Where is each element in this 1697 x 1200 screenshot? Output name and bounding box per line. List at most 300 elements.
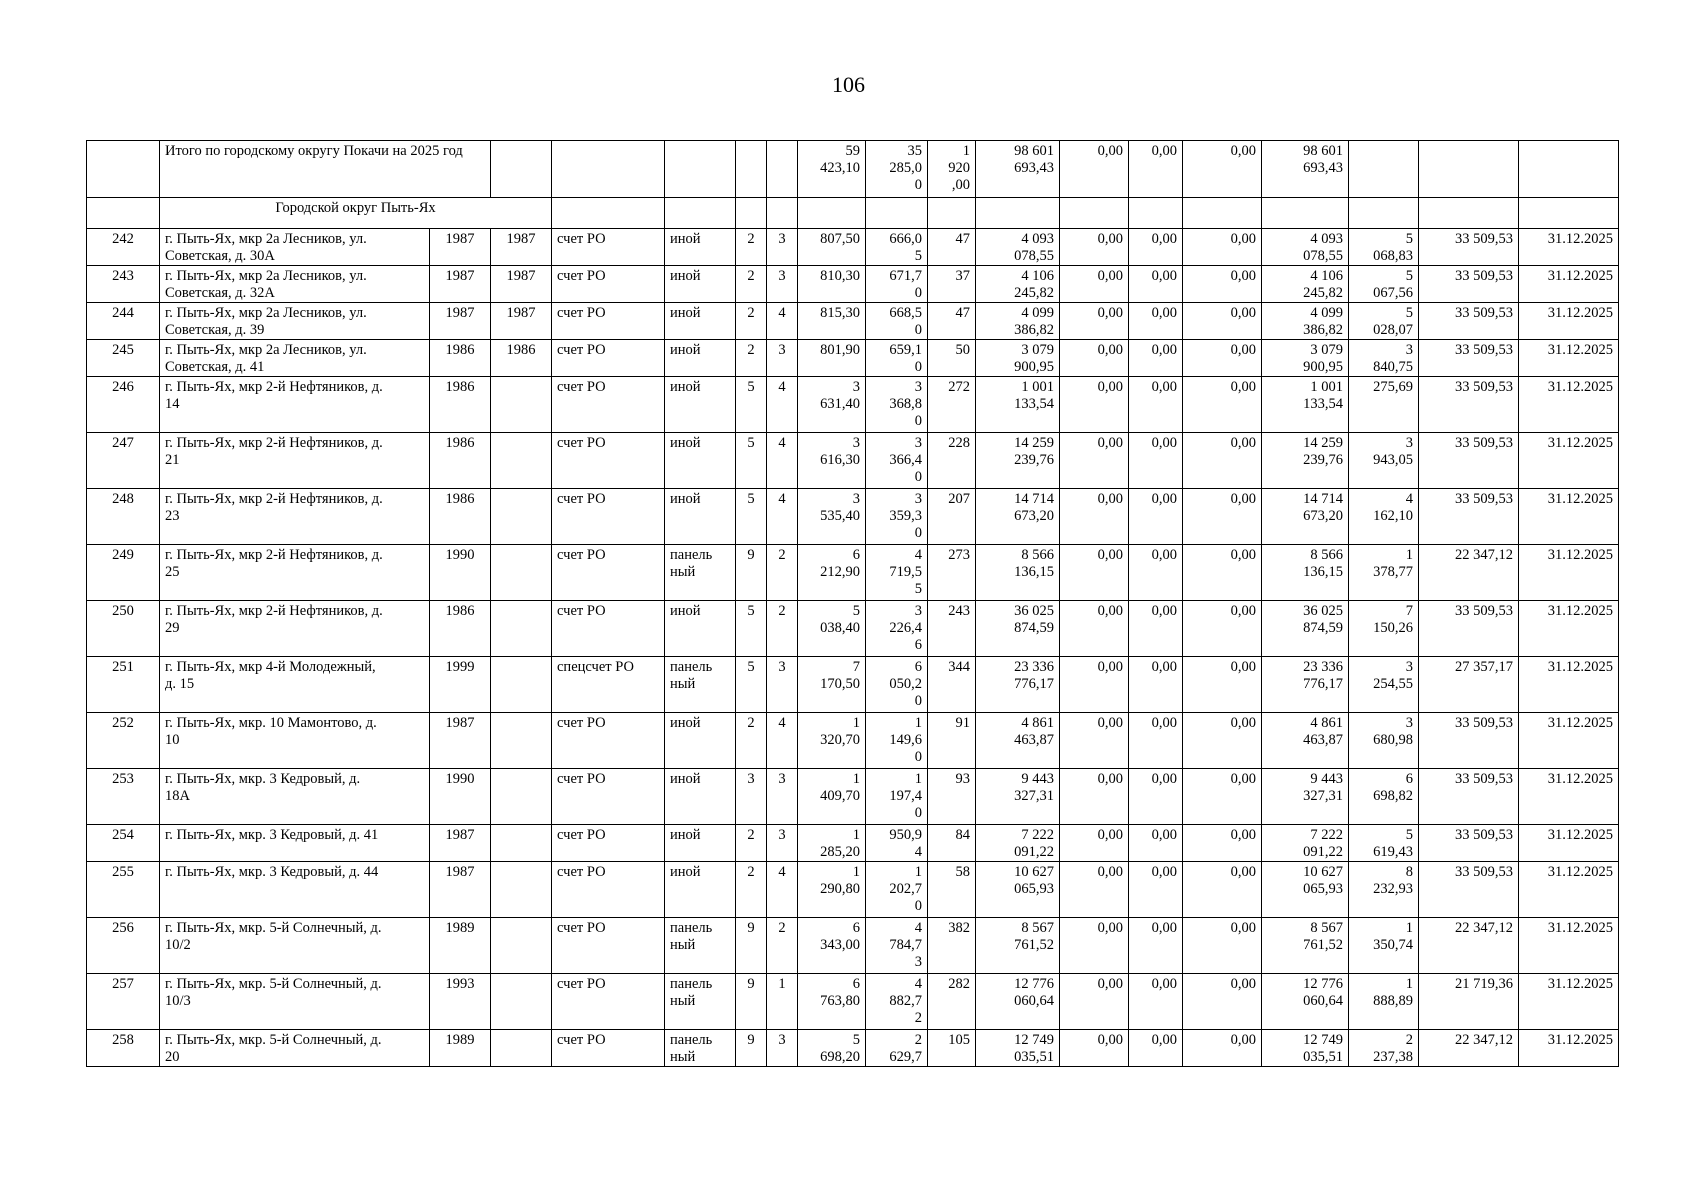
cell-fund-federal: 0,00 [1060,918,1129,974]
cell-residents: 93 [928,769,976,825]
cell-floors: 9 [736,1030,767,1067]
cell-fund-local: 0,00 [1183,825,1262,862]
cell-area-total: 1 320,70 [798,713,866,769]
cell-fund-local: 0,00 [1183,713,1262,769]
cell-limit-cost: 22 347,12 [1419,1030,1519,1067]
cell-fund-local: 0,00 [1183,601,1262,657]
cell-residents: 58 [928,862,976,918]
cell-residents: 243 [928,601,976,657]
table-row [87,825,1619,862]
cell-fund-owners: 10 627 065,93 [1262,862,1349,918]
cell-fund-method: счет РО [552,377,665,433]
cell-fund-local: 0,00 [1183,974,1262,1030]
cell-wall: панель ный [665,974,736,1030]
cell-wall: иной [665,769,736,825]
cell-floors: 5 [736,657,767,713]
cell-area-total: 6 212,90 [798,545,866,601]
cell-fund-federal: 0,00 [1060,489,1129,545]
cell-wall: панель ный [665,918,736,974]
cell-fund-method: счет РО [552,862,665,918]
table-row [87,862,1619,918]
cell-limit-cost: 22 347,12 [1419,918,1519,974]
cell-num: 257 [87,974,160,1030]
cell-entrances: 3 [767,229,798,266]
cell-area-total: 1 285,20 [798,825,866,862]
cell-fund-regional: 0,00 [1129,862,1183,918]
cell-fund-owners: 1 001 133,54 [1262,377,1349,433]
cell-area-total: 5 038,40 [798,601,866,657]
cell-area-total: 3 616,30 [798,433,866,489]
cell-floors: 9 [736,918,767,974]
cell-fund-owners: 4 106 245,82 [1262,266,1349,303]
cell-year-built: 1990 [430,769,491,825]
cell-unit-cost: 4 162,10 [1349,489,1419,545]
total-row [87,141,1619,198]
cell-wall: иной [665,862,736,918]
cell-fund-federal: 0,00 [1060,769,1129,825]
cell-floors: 2 [736,266,767,303]
cell-residents: 105 [928,1030,976,1067]
cell-fund-local: 0,00 [1183,1030,1262,1067]
cell-unit-cost: 3 680,98 [1349,713,1419,769]
cell-area-total: 6 343,00 [798,918,866,974]
cell-floors: 9 [736,974,767,1030]
cell-num: 244 [87,303,160,340]
cell-entrances: 2 [767,601,798,657]
cell-num: 243 [87,266,160,303]
cell-fund-regional: 0,00 [1129,657,1183,713]
cell-fund-owners: 4 093 078,55 [1262,229,1349,266]
cell-year-commissioned [491,657,552,713]
cell-entrances: 2 [767,545,798,601]
cell-num: 258 [87,1030,160,1067]
cell-area-living: 6 050,2 0 [866,657,928,713]
cell-residents: 228 [928,433,976,489]
cell-year-commissioned [491,769,552,825]
cell-deadline: 31.12.2025 [1519,229,1619,266]
cell-fund-local: 0,00 [1183,862,1262,918]
cell-limit-cost: 33 509,53 [1419,489,1519,545]
cell-fund-owners: 9 443 327,31 [1262,769,1349,825]
cell-fund-regional: 0,00 [1129,433,1183,489]
total-fund-federal: 0,00 [1060,141,1129,198]
cell-wall: иной [665,433,736,489]
cell-fund-owners: 14 714 673,20 [1262,489,1349,545]
cell-unit-cost: 5 619,43 [1349,825,1419,862]
cell-address: г. Пыть-Ях, мкр 2-й Нефтяников, д. 14 [160,377,430,433]
cell-wall: иной [665,601,736,657]
cell-fund-regional: 0,00 [1129,713,1183,769]
cell-fund-owners: 3 079 900,95 [1262,340,1349,377]
cell-area-living: 4 882,7 2 [866,974,928,1030]
cell-unit-cost: 275,69 [1349,377,1419,433]
cell-entrances: 4 [767,713,798,769]
cell-deadline: 31.12.2025 [1519,657,1619,713]
cell-area-total: 801,90 [798,340,866,377]
cell-address: г. Пыть-Ях, мкр. 3 Кедровый, д. 41 [160,825,430,862]
table-row [87,229,1619,266]
cell-fund-federal: 0,00 [1060,601,1129,657]
cell-unit-cost: 3 254,55 [1349,657,1419,713]
cell-fund-owners: 4 861 463,87 [1262,713,1349,769]
cell-year-built: 1987 [430,229,491,266]
cell-floors: 2 [736,862,767,918]
cell-num: 242 [87,229,160,266]
cell-fund-owners: 12 749 035,51 [1262,1030,1349,1067]
cell-cost-total: 12 749 035,51 [976,1030,1060,1067]
cell-fund-method: счет РО [552,1030,665,1067]
cell-area-living: 3 366,4 0 [866,433,928,489]
cell-year-commissioned: 1987 [491,229,552,266]
cell-area-living: 666,0 5 [866,229,928,266]
cell-fund-method: счет РО [552,769,665,825]
cell-fund-federal: 0,00 [1060,433,1129,489]
total-area-total: 59 423,10 [798,141,866,198]
cell-fund-local: 0,00 [1183,489,1262,545]
cell-fund-federal: 0,00 [1060,1030,1129,1067]
cell-num: 247 [87,433,160,489]
cell-address: г. Пыть-Ях, мкр 2а Лесников, ул. Советская, д. 39 [160,303,430,340]
cell-floors: 9 [736,545,767,601]
cell-fund-owners: 8 566 136,15 [1262,545,1349,601]
cell-unit-cost: 5 067,56 [1349,266,1419,303]
cell-unit-cost: 1 378,77 [1349,545,1419,601]
cell-wall: иной [665,377,736,433]
cell-entrances: 3 [767,657,798,713]
cell-year-commissioned [491,377,552,433]
cell-area-total: 6 763,80 [798,974,866,1030]
cell-entrances: 3 [767,340,798,377]
cell-num: 254 [87,825,160,862]
cell-fund-federal: 0,00 [1060,713,1129,769]
cell-entrances: 3 [767,825,798,862]
cell-floors: 2 [736,303,767,340]
cell-fund-federal: 0,00 [1060,825,1129,862]
cell-area-living: 1 197,4 0 [866,769,928,825]
cell-area-living: 3 368,8 0 [866,377,928,433]
cell-unit-cost: 6 698,82 [1349,769,1419,825]
cell-deadline: 31.12.2025 [1519,545,1619,601]
cell-year-commissioned: 1987 [491,266,552,303]
cell-year-built: 1986 [430,489,491,545]
cell-year-commissioned [491,918,552,974]
cell-residents: 47 [928,303,976,340]
cell-floors: 5 [736,377,767,433]
cell-area-total: 810,30 [798,266,866,303]
table-row [87,266,1619,303]
cell-address: г. Пыть-Ях, мкр 2-й Нефтяников, д. 29 [160,601,430,657]
cell-fund-method: счет РО [552,713,665,769]
cell-area-living: 4 719,5 5 [866,545,928,601]
cell-year-commissioned [491,489,552,545]
cell-cost-total: 12 776 060,64 [976,974,1060,1030]
total-cost: 98 601 693,43 [976,141,1060,198]
cell-fund-local: 0,00 [1183,377,1262,433]
cell-fund-local: 0,00 [1183,229,1262,266]
cell-wall: панель ный [665,657,736,713]
cell-unit-cost: 1 888,89 [1349,974,1419,1030]
table-row [87,545,1619,601]
cell-fund-owners: 36 025 874,59 [1262,601,1349,657]
cell-entrances: 3 [767,1030,798,1067]
cell-address: г. Пыть-Ях, мкр 2-й Нефтяников, д. 25 [160,545,430,601]
cell-deadline: 31.12.2025 [1519,918,1619,974]
cell-year-commissioned [491,862,552,918]
cell-fund-regional: 0,00 [1129,303,1183,340]
cell-address: г. Пыть-Ях, мкр 2-й Нефтяников, д. 23 [160,489,430,545]
table-row [87,657,1619,713]
cell-fund-regional: 0,00 [1129,377,1183,433]
cell-fund-federal: 0,00 [1060,340,1129,377]
cell-year-commissioned [491,713,552,769]
cell-fund-owners: 8 567 761,52 [1262,918,1349,974]
cell-fund-regional: 0,00 [1129,340,1183,377]
cell-year-commissioned [491,601,552,657]
cell-deadline: 31.12.2025 [1519,489,1619,545]
cell-fund-regional: 0,00 [1129,266,1183,303]
repair-program-table [86,140,1619,1067]
cell-address: г. Пыть-Ях, мкр. 3 Кедровый, д. 18А [160,769,430,825]
cell-area-total: 1 290,80 [798,862,866,918]
cell-fund-method: счет РО [552,601,665,657]
cell-address: г. Пыть-Ях, мкр 2а Лесников, ул. Советская, д. 41 [160,340,430,377]
cell-limit-cost: 33 509,53 [1419,769,1519,825]
cell-unit-cost: 5 028,07 [1349,303,1419,340]
cell-unit-cost: 5 068,83 [1349,229,1419,266]
cell-limit-cost: 33 509,53 [1419,825,1519,862]
cell-deadline: 31.12.2025 [1519,1030,1619,1067]
cell-fund-regional: 0,00 [1129,974,1183,1030]
cell-unit-cost: 2 237,38 [1349,1030,1419,1067]
cell-limit-cost: 33 509,53 [1419,601,1519,657]
cell-area-total: 815,30 [798,303,866,340]
cell-limit-cost: 27 357,17 [1419,657,1519,713]
cell-area-living: 1 149,6 0 [866,713,928,769]
cell-limit-cost: 33 509,53 [1419,340,1519,377]
cell-year-commissioned: 1987 [491,303,552,340]
cell-area-living: 4 784,7 3 [866,918,928,974]
table-row [87,918,1619,974]
cell-residents: 282 [928,974,976,1030]
cell-fund-federal: 0,00 [1060,657,1129,713]
cell-entrances: 4 [767,433,798,489]
cell-residents: 272 [928,377,976,433]
cell-fund-method: счет РО [552,229,665,266]
cell-year-built: 1986 [430,601,491,657]
cell-year-built: 1993 [430,974,491,1030]
cell-year-built: 1987 [430,825,491,862]
cell-residents: 207 [928,489,976,545]
cell-fund-regional: 0,00 [1129,825,1183,862]
cell-fund-federal: 0,00 [1060,303,1129,340]
cell-year-commissioned [491,1030,552,1067]
cell-limit-cost: 33 509,53 [1419,229,1519,266]
section-row [87,198,1619,229]
cell-wall: панель ный [665,1030,736,1067]
cell-entrances: 3 [767,769,798,825]
table-row [87,1030,1619,1067]
table-row [87,489,1619,545]
cell-num: 256 [87,918,160,974]
cell-unit-cost: 1 350,74 [1349,918,1419,974]
cell-deadline: 31.12.2025 [1519,862,1619,918]
cell-address: г. Пыть-Ях, мкр 2-й Нефтяников, д. 21 [160,433,430,489]
cell-fund-method: счет РО [552,303,665,340]
cell-deadline: 31.12.2025 [1519,825,1619,862]
cell-fund-owners: 23 336 776,17 [1262,657,1349,713]
cell-limit-cost: 33 509,53 [1419,713,1519,769]
cell-year-built: 1999 [430,657,491,713]
cell-cost-total: 4 106 245,82 [976,266,1060,303]
cell-address: г. Пыть-Ях, мкр. 10 Мамонтово, д. 10 [160,713,430,769]
cell-deadline: 31.12.2025 [1519,433,1619,489]
cell-fund-local: 0,00 [1183,340,1262,377]
cell-cost-total: 9 443 327,31 [976,769,1060,825]
cell-cost-total: 10 627 065,93 [976,862,1060,918]
cell-fund-local: 0,00 [1183,657,1262,713]
cell-year-built: 1989 [430,918,491,974]
cell-fund-federal: 0,00 [1060,377,1129,433]
cell-deadline: 31.12.2025 [1519,303,1619,340]
cell-entrances: 4 [767,377,798,433]
cell-limit-cost: 33 509,53 [1419,303,1519,340]
table-row [87,601,1619,657]
cell-year-built: 1987 [430,303,491,340]
cell-fund-federal: 0,00 [1060,974,1129,1030]
table-row [87,377,1619,433]
cell-year-built: 1987 [430,266,491,303]
cell-entrances: 1 [767,974,798,1030]
cell-unit-cost: 8 232,93 [1349,862,1419,918]
table-row [87,433,1619,489]
cell-cost-total: 8 567 761,52 [976,918,1060,974]
cell-wall: иной [665,229,736,266]
cell-fund-local: 0,00 [1183,303,1262,340]
cell-deadline: 31.12.2025 [1519,377,1619,433]
cell-fund-federal: 0,00 [1060,266,1129,303]
cell-fund-regional: 0,00 [1129,545,1183,601]
cell-year-built: 1986 [430,433,491,489]
cell-num: 255 [87,862,160,918]
cell-fund-regional: 0,00 [1129,489,1183,545]
cell-deadline: 31.12.2025 [1519,266,1619,303]
cell-fund-local: 0,00 [1183,918,1262,974]
cell-residents: 37 [928,266,976,303]
cell-area-living: 3 359,3 0 [866,489,928,545]
cell-cost-total: 36 025 874,59 [976,601,1060,657]
cell-limit-cost: 33 509,53 [1419,377,1519,433]
cell-num: 253 [87,769,160,825]
cell-cost-total: 3 079 900,95 [976,340,1060,377]
cell-unit-cost: 3 943,05 [1349,433,1419,489]
cell-fund-owners: 4 099 386,82 [1262,303,1349,340]
table-row [87,340,1619,377]
cell-year-built: 1989 [430,1030,491,1067]
cell-fund-regional: 0,00 [1129,918,1183,974]
cell-fund-local: 0,00 [1183,769,1262,825]
cell-fund-federal: 0,00 [1060,545,1129,601]
cell-wall: иной [665,489,736,545]
cell-area-total: 1 409,70 [798,769,866,825]
cell-residents: 382 [928,918,976,974]
cell-floors: 2 [736,229,767,266]
cell-residents: 273 [928,545,976,601]
cell-floors: 5 [736,433,767,489]
cell-limit-cost: 33 509,53 [1419,266,1519,303]
cell-num: 246 [87,377,160,433]
cell-address: г. Пыть-Ях, мкр 2а Лесников, ул. Советская, д. 32А [160,266,430,303]
cell-entrances: 4 [767,303,798,340]
cell-year-commissioned [491,433,552,489]
cell-fund-regional: 0,00 [1129,1030,1183,1067]
cell-fund-federal: 0,00 [1060,229,1129,266]
cell-wall: панель ный [665,545,736,601]
cell-fund-method: спецсчет РО [552,657,665,713]
cell-fund-regional: 0,00 [1129,601,1183,657]
cell-num: 252 [87,713,160,769]
total-fund-local: 0,00 [1183,141,1262,198]
cell-year-built: 1987 [430,713,491,769]
table-row [87,769,1619,825]
cell-area-total: 3 631,40 [798,377,866,433]
cell-area-total: 7 170,50 [798,657,866,713]
cell-year-built: 1987 [430,862,491,918]
cell-year-built: 1986 [430,340,491,377]
cell-year-built: 1990 [430,545,491,601]
cell-limit-cost: 33 509,53 [1419,862,1519,918]
cell-floors: 5 [736,601,767,657]
total-residents: 1 920 ,00 [928,141,976,198]
cell-fund-regional: 0,00 [1129,229,1183,266]
cell-fund-local: 0,00 [1183,433,1262,489]
cell-num: 245 [87,340,160,377]
cell-fund-federal: 0,00 [1060,862,1129,918]
cell-fund-method: счет РО [552,266,665,303]
cell-entrances: 4 [767,862,798,918]
cell-cost-total: 8 566 136,15 [976,545,1060,601]
cell-entrances: 3 [767,266,798,303]
section-title: Городской округ Пыть-Ях [160,198,552,229]
cell-fund-owners: 14 259 239,76 [1262,433,1349,489]
cell-deadline: 31.12.2025 [1519,340,1619,377]
cell-fund-method: счет РО [552,825,665,862]
cell-floors: 2 [736,825,767,862]
cell-floors: 2 [736,713,767,769]
cell-limit-cost: 21 719,36 [1419,974,1519,1030]
cell-area-total: 5 698,20 [798,1030,866,1067]
cell-fund-method: счет РО [552,489,665,545]
cell-fund-method: счет РО [552,340,665,377]
cell-floors: 2 [736,340,767,377]
cell-wall: иной [665,340,736,377]
cell-address: г. Пыть-Ях, мкр. 5-й Солнечный, д. 10/2 [160,918,430,974]
cell-entrances: 4 [767,489,798,545]
cell-residents: 91 [928,713,976,769]
cell-cost-total: 1 001 133,54 [976,377,1060,433]
cell-fund-owners: 12 776 060,64 [1262,974,1349,1030]
cell-cost-total: 4 861 463,87 [976,713,1060,769]
cell-area-living: 1 202,7 0 [866,862,928,918]
page-number: 106 [832,72,865,97]
cell-cost-total: 4 093 078,55 [976,229,1060,266]
cell-num: 250 [87,601,160,657]
table-row [87,974,1619,1030]
cell-year-built: 1986 [430,377,491,433]
cell-residents: 84 [928,825,976,862]
cell-cost-total: 7 222 091,22 [976,825,1060,862]
cell-fund-method: счет РО [552,545,665,601]
cell-area-total: 3 535,40 [798,489,866,545]
